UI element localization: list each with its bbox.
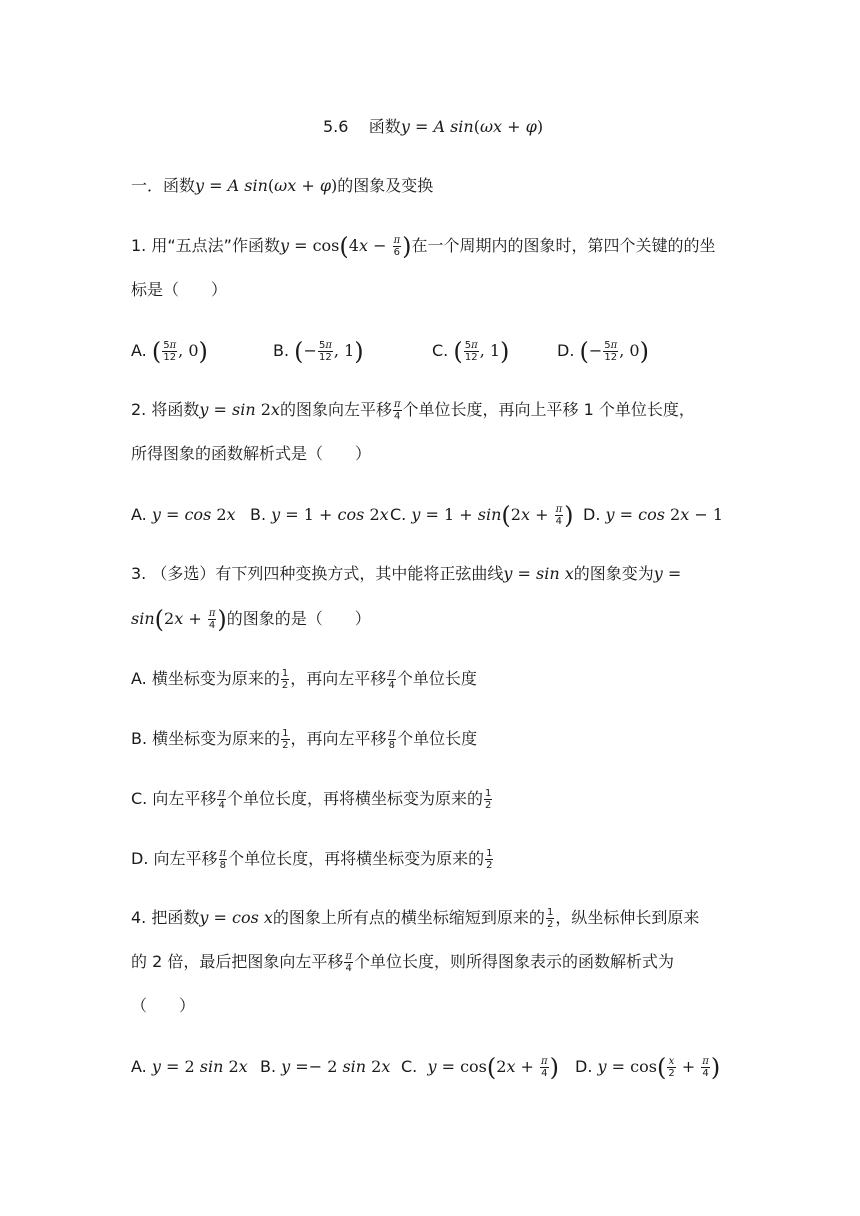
option-label: D. <box>575 1057 593 1076</box>
question-text: 在一个周期内的图象时，第四个关键的的坐 <box>411 236 716 255</box>
question-4-line-3 <box>131 992 195 1020</box>
page-title: 5.6 函数y = A sin(ωx + φ) <box>323 117 544 136</box>
title-label: 函数 <box>368 117 401 136</box>
option-c[interactable]: C. 向左平移 $\frac{\pi}{4}$ 个单位长度，再将横坐标变为原来的 $\frac{1}{2}$ <box>131 788 492 811</box>
question-text: 的图象的是（ ） <box>226 609 371 628</box>
part-heading-prefix: 一．函数 <box>131 176 196 195</box>
question-text: 个单位长度，则所得图象表示的函数解析式为 <box>353 952 674 971</box>
question-4-line-2: 的 2 倍，最后把图象向左平移 $\frac{\pi}{4}$ 个单位长度，则所得图象表示的函数解析式为 <box>131 951 674 974</box>
option-label: D. <box>557 341 575 360</box>
question-number: 3. <box>131 564 147 583</box>
part-heading: 一．函数y = A sin(ωx + φ)的图象及变换 <box>131 176 434 195</box>
question-2-line-2 <box>131 440 371 468</box>
option-label: C. <box>401 1057 418 1076</box>
question-text: （ ） <box>131 996 196 1015</box>
question-text: 把函数 <box>151 908 200 927</box>
option-text: 横坐标变为原来的 <box>152 729 281 748</box>
option-label: A. <box>131 669 147 688</box>
fraction: $\frac{\pi}{6}$ <box>393 235 401 258</box>
question-text: 的图象变为 <box>573 564 654 583</box>
option-label: A. <box>131 341 147 360</box>
option-label: C. <box>390 505 407 524</box>
question-text: 个单位长度，再向上平移 1 个单位长度， <box>402 400 695 419</box>
question-text: ，纵坐标伸长到原来 <box>555 908 700 927</box>
option-c[interactable]: C. ( $\frac{5\pi}{12}$ , 1) <box>432 337 510 366</box>
question-text: 用“五点法”作函数 <box>151 236 280 255</box>
question-2-line-1: 2. 将函数y = sin 2x的图象向左平移 $\frac{\pi}{4}$ 个单位长度，再向上平移 1 个单位长度， <box>131 399 695 422</box>
option-label: B. <box>131 729 148 748</box>
option-text: 向左平移 <box>153 849 218 868</box>
question-1-line-1: 1. 用“五点法”作函数y = cos(4x − $\frac{\pi}{6}$ )在一个周期内的图象时，第四个关键的的坐 <box>131 232 716 261</box>
option-text: 向左平移 <box>152 789 217 808</box>
option-a[interactable]: A. y = cos 2x <box>131 505 236 524</box>
question-text: 将函数 <box>151 400 200 419</box>
option-c[interactable]: C. y = cos(2x + $\frac{\pi}{4}$ ) <box>401 1053 559 1082</box>
option-label: A. <box>131 1057 147 1076</box>
option-text: 个单位长度，再将横坐标变为原来的 <box>228 849 485 868</box>
part-heading-suffix: 的图象及变换 <box>337 176 434 195</box>
question-number: 4. <box>131 908 147 927</box>
question-number: 1. <box>131 236 147 255</box>
option-text: 个单位长度 <box>396 669 477 688</box>
option-d[interactable]: D. y = cos( $\frac{x}{2}$ + $\frac{\pi}{4}$ ) <box>575 1053 721 1082</box>
title-formula: y <box>400 117 410 136</box>
question-text: 所得图象的函数解析式是（ ） <box>131 444 372 463</box>
question-number: 2. <box>131 400 147 419</box>
question-text: 的图象上所有点的横坐标缩短到原来的 <box>272 908 545 927</box>
question-text: 标是（ ） <box>131 280 228 299</box>
option-text: 横坐标变为原来的 <box>151 669 280 688</box>
option-d[interactable]: D. y = cos 2x − 1 <box>583 505 723 524</box>
option-label: C. <box>432 341 449 360</box>
question-text: （多选）有下列四种变换方式，其中能将正弦曲线 <box>151 564 504 583</box>
question-4-line-1: 4. 把函数y = cos x的图象上所有点的横坐标缩短到原来的 $\frac{1}{2}$ ，纵坐标伸长到原来 <box>131 907 700 930</box>
option-label: B. <box>273 341 290 360</box>
option-label: D. <box>131 849 149 868</box>
option-a[interactable]: A. 横坐标变为原来的 $\frac{1}{2}$ ，再向左平移 $\frac{\pi}{4}$ 个单位长度 <box>131 668 477 691</box>
option-label: B. <box>260 1057 277 1076</box>
question-1-line-2 <box>131 276 227 304</box>
option-b[interactable]: B. y = 1 + cos 2x <box>250 505 389 524</box>
option-b[interactable]: B. y =− 2 sin 2x <box>260 1057 391 1076</box>
option-text: ，再向左平移 <box>290 669 387 688</box>
option-label: C. <box>131 789 148 808</box>
section-number: 5.6 <box>323 117 349 136</box>
question-3-line-1: 3. （多选）有下列四种变换方式，其中能将正弦曲线y = sin x的图象变为y = <box>131 564 682 583</box>
option-label: B. <box>250 505 267 524</box>
option-b[interactable]: B. (− $\frac{5\pi}{12}$ , 1) <box>273 337 364 366</box>
option-c[interactable]: C. y = 1 + sin(2x + $\frac{\pi}{4}$ ) <box>390 501 574 530</box>
question-3-line-2: sin(2x + $\frac{\pi}{4}$ )的图象的是（ ） <box>131 605 371 634</box>
option-text: 个单位长度，再将横坐标变为原来的 <box>226 789 483 808</box>
option-d[interactable]: D. 向左平移 $\frac{\pi}{8}$ 个单位长度，再将横坐标变为原来的 $\frac{1}{2}$ <box>131 848 493 871</box>
option-b[interactable]: B. 横坐标变为原来的 $\frac{1}{2}$ ，再向左平移 $\frac{\pi}{8}$ 个单位长度 <box>131 728 478 751</box>
question-text: 的 2 倍，最后把图象向左平移 <box>131 952 344 971</box>
option-label: D. <box>583 505 601 524</box>
question-text: 的图象向左平移 <box>279 400 392 419</box>
option-d[interactable]: D. (− $\frac{5\pi}{12}$ , 0) <box>557 337 649 366</box>
option-text: 个单位长度 <box>397 729 478 748</box>
option-text: ，再向左平移 <box>290 729 387 748</box>
option-a[interactable]: A. y = 2 sin 2x <box>131 1057 248 1076</box>
option-a[interactable]: A. ( $\frac{5\pi}{12}$ , 0) <box>131 337 208 366</box>
option-label: A. <box>131 505 147 524</box>
